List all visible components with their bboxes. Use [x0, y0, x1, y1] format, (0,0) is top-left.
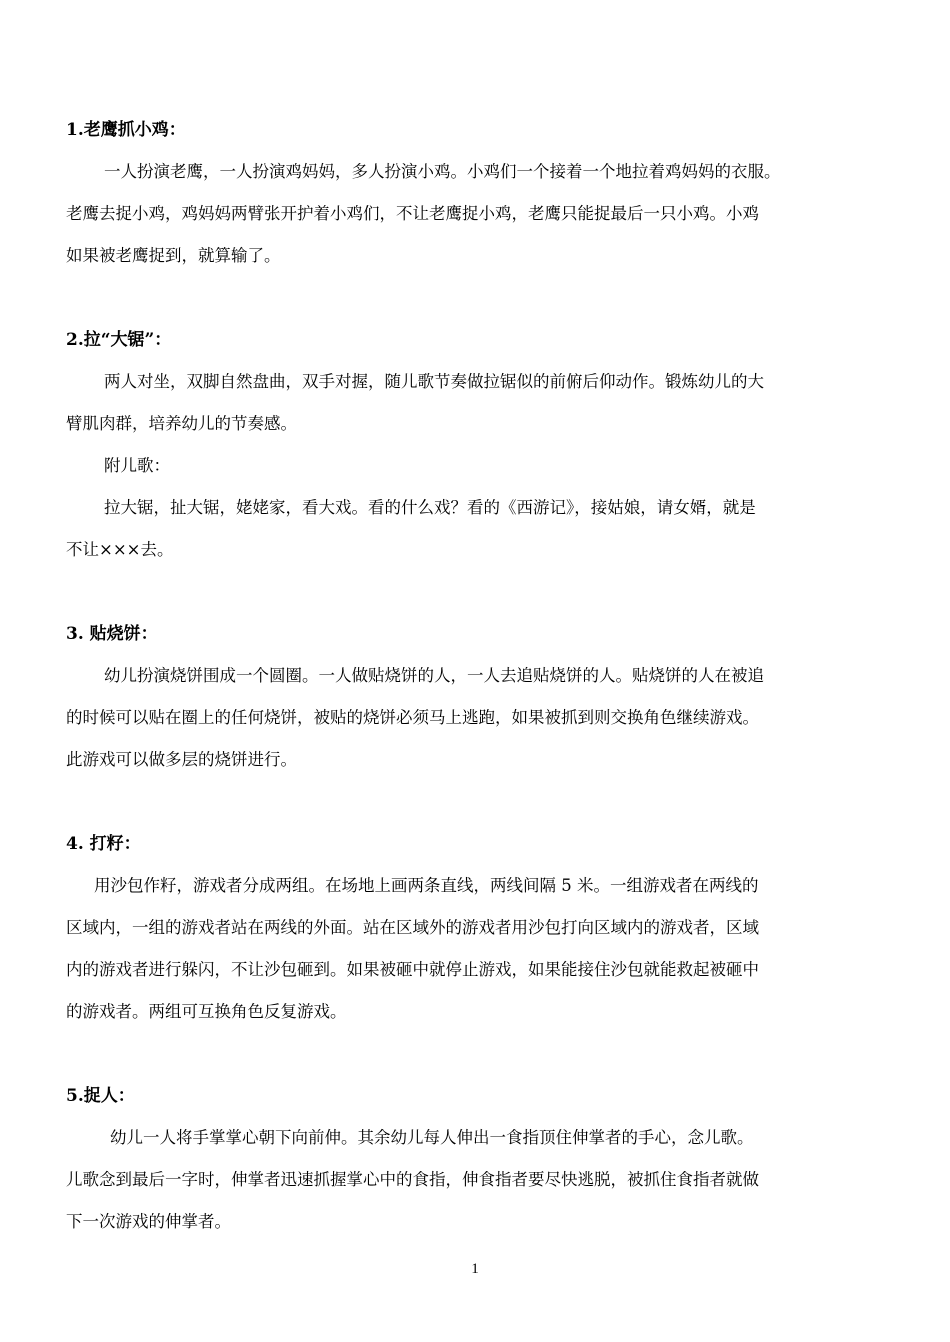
section-1-heading: 1.老鹰抓小鸡： — [66, 120, 186, 140]
section-2-heading: 2.拉“大锯”： — [66, 330, 172, 350]
section-2-line-4: 拉大锯，扯大锯，姥姥家，看大戏。看的什么戏？看的《西游记》，接姑娘，请女婿，就是 — [104, 498, 756, 517]
section-4-line-4: 的游戏者。两组可互换角色反复游戏。 — [66, 1002, 347, 1021]
section-1-line-2: 老鹰去捉小鸡，鸡妈妈两臂张开护着小鸡们，不让老鹰捉小鸡，老鹰只能捉最后一只小鸡。小鸡 — [66, 204, 759, 223]
section-2-line-2: 臂肌肉群，培养幼儿的节奏感。 — [66, 414, 297, 433]
section-3-line-1: 幼儿扮演烧饼围成一个圆圈。一人做贴烧饼的人，一人去追贴烧饼的人。贴烧饼的人在被追 — [104, 666, 764, 685]
section-2-line-5: 不让×××去。 — [66, 540, 174, 559]
section-5-heading: 5.捉人： — [66, 1086, 135, 1106]
section-4-heading: 4. 打籽： — [66, 834, 141, 854]
section-4-line-2: 区域内，一组的游戏者站在两线的外面。站在区域外的游戏者用沙包打向区域内的游戏者，区域 — [66, 918, 759, 937]
section-1-line-3: 如果被老鹰捉到，就算输了。 — [66, 246, 281, 265]
section-4-line-1: 用沙包作籽，游戏者分成两组。在场地上画两条直线，两线间隔 5 米。一组游戏者在两线的 — [94, 876, 759, 895]
page-number: 1 — [471, 1261, 479, 1277]
section-2-line-3: 附儿歌： — [104, 456, 170, 475]
section-5-line-1: 幼儿一人将手掌掌心朝下向前伸。其余幼儿每人伸出一食指顶住伸掌者的手心，念儿歌。 — [110, 1128, 754, 1147]
section-3-heading: 3. 贴烧饼： — [66, 624, 158, 644]
section-2-line-1: 两人对坐，双脚自然盘曲，双手对握，随儿歌节奏做拉锯似的前俯后仰动作。锻炼幼儿的大 — [104, 372, 764, 391]
section-3-line-2: 的时候可以贴在圈上的任何烧饼，被贴的烧饼必须马上逃跑，如果被抓到则交换角色继续游戏。 — [66, 708, 759, 727]
section-5-line-2: 儿歌念到最后一字时，伸掌者迅速抓握掌心中的食指，伸食指者要尽快逃脱，被抓住食指者就做 — [66, 1170, 759, 1189]
section-1-line-1: 一人扮演老鹰，一人扮演鸡妈妈，多人扮演小鸡。小鸡们一个接着一个地拉着鸡妈妈的衣服。 — [104, 162, 781, 181]
section-3-line-3: 此游戏可以做多层的烧饼进行。 — [66, 750, 297, 769]
section-4-line-3: 内的游戏者进行躲闪，不让沙包砸到。如果被砸中就停止游戏，如果能接住沙包就能救起被砸中 — [66, 960, 759, 979]
section-5-line-3: 下一次游戏的伸掌者。 — [66, 1212, 231, 1231]
